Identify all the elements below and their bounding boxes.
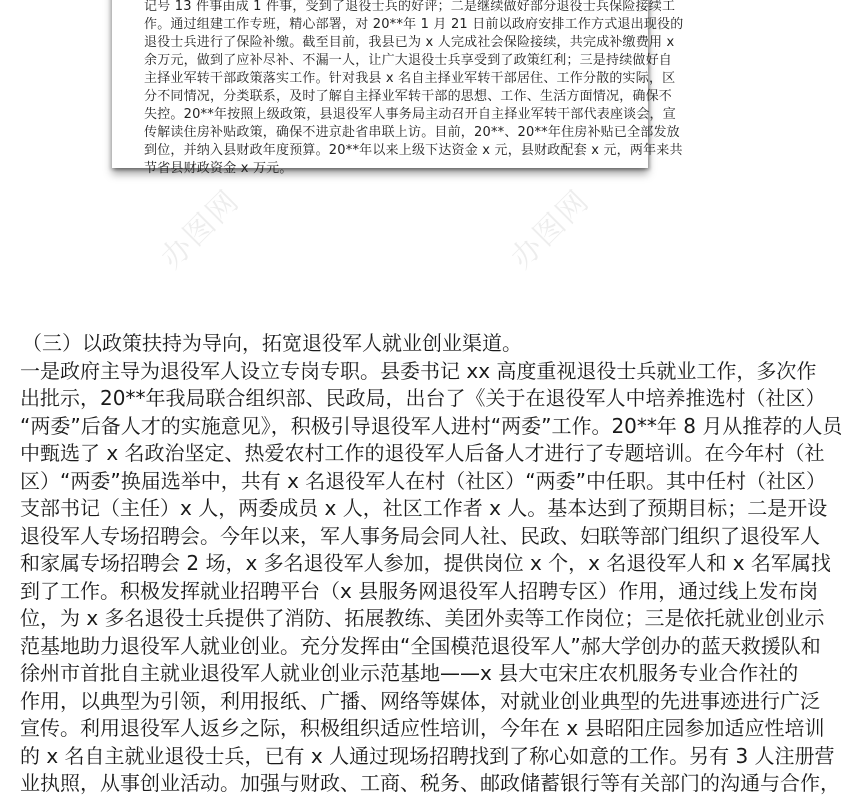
body-line: 区）“两委”换届选举中，共有 x 名退役军人在村（社区）“两委”中任职。其中任村（社区）	[20, 468, 826, 493]
body-line: “两委”后备人才的实施意见》，积极引导退役军人进村“两委”工作。20**年 8 月从推荐的人员	[20, 413, 842, 438]
card-line: 到位，并纳入县财政年度预算。20**年以来上级下达资金 x 元，县财政配套 x 元，两年来共	[144, 143, 683, 158]
card-line: 传解读住房补贴政策，确保不进京赴省串联上访。目前，20**、20**年住房补贴已全部发放	[144, 125, 680, 140]
card-text	[144, 0, 684, 178]
section-heading: （三）以政策扶持为导向，拓宽退役军人就业创业渠道。	[22, 331, 522, 355]
body-line: 到了工作。积极发挥就业招聘平台（x 县服务网退役军人招聘专区）作用，通过线上发布岗	[20, 578, 819, 603]
watermark: 办图网	[504, 183, 597, 276]
card-line: 分不同情况，分类联系，及时了解自主择业军转干部的思想、工作、生活方面情况，确保不	[144, 89, 673, 104]
body-line: 支部书记（主任）x 人，两委成员 x 人，社区工作者 x 人。基本达到了预期目标；二是开设	[20, 496, 828, 520]
body-line: 一是政府主导为退役军人设立专岗专职。县委书记 xx 高度重视退役士兵就业工作，多次作	[20, 358, 817, 383]
body-line: 位，为 x 多名退役士兵提供了消防、拓展教练、美团外卖等工作岗位；三是依托就业创业示	[20, 606, 825, 630]
card-line: 失控。20**年按照上级政策，县退役军人事务局主动召开自主择业军转干部代表座谈会，宣	[144, 107, 676, 122]
body-line: 业执照，从事创业活动。加强与财政、工商、税务、邮政储蓄银行等有关部门的沟通与合作，	[20, 771, 840, 795]
body-line: 中甄选了 x 名政治坚定、热爱农村工作的退役军人后备人才进行了专题培训。在今年村（社	[20, 441, 825, 465]
body-text	[20, 330, 842, 798]
document-page-card	[112, 0, 684, 176]
watermark: 办图网	[154, 183, 247, 276]
card-line: 作。通过组建工作专班，精心部署，对 20**年 1 月 21 日前以政府安排工作方式退出现役的	[144, 17, 684, 32]
card-line: 主择业军转干部政策落实工作。针对我县 x 名自主择业军转干部居住、工作分散的实际，区	[144, 71, 676, 86]
body-line: 作用，以典型为引领，利用报纸、广播、网络等媒体，对就业创业典型的先进事迹进行广泛	[20, 688, 820, 713]
body-line: 退役军人专场招聘会。今年以来，军人事务局会同人社、民政、妇联等部门组织了退役军人	[20, 523, 820, 548]
card-line: 退役士兵进行了保险补缴。截至目前，我县已为 x 人完成社会保险接续，共完成补缴费用 x	[144, 35, 675, 50]
card-line: 余万元，做到了应补尽补、不漏一人，让广大退役士兵享受到了政策红利；三是持续做好自	[144, 53, 673, 68]
card-line: 节省县财政资金 x 万元。	[144, 161, 293, 176]
card-line: 记号 13 件事由成 1 件事，受到了退役士兵的好评；二是继续做好部分退役士兵保险接续工	[144, 0, 676, 14]
body-line: 范基地助力退役军人就业创业。充分发挥由“全国模范退役军人”郝大学创办的蓝天救援队和	[20, 633, 821, 658]
body-line: 宣传。利用退役军人返乡之际，积极组织适应性培训，今年在 x 县昭阳庄园参加适应性培训	[20, 716, 825, 740]
body-line: 的 x 名自主就业退役士兵，已有 x 人通过现场招聘找到了称心如意的工作。另有 3 人注册营	[20, 743, 835, 768]
body-line: 出批示，20**年我局联合组织部、民政局，出台了《关于在退役军人中培养推选村（社区）	[20, 386, 826, 410]
body-line: 和家属专场招聘会 2 场，x 多名退役军人参加，提供岗位 x 个，x 名退役军人和 x 名军属找	[20, 551, 831, 575]
body-line: 徐州市首批自主就业退役军人就业创业示范基地——x 县大屯宋庄农机服务专业合作社的	[20, 661, 799, 685]
